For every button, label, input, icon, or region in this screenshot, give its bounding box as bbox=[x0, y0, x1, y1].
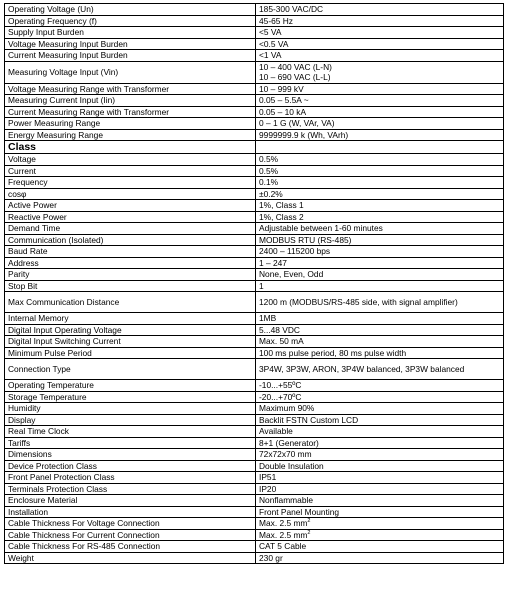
spec-label: Current bbox=[5, 165, 256, 177]
spec-label: Parity bbox=[5, 269, 256, 281]
spec-value bbox=[256, 472, 504, 484]
spec-label: Front Panel Protection Class bbox=[5, 472, 256, 484]
spec-label: Weight bbox=[5, 552, 256, 564]
table-row bbox=[5, 414, 504, 426]
spec-label: Current Measuring Input Burden bbox=[5, 50, 256, 62]
spec-label: Operating Voltage (Un) bbox=[5, 4, 256, 16]
table-row bbox=[5, 380, 504, 392]
spec-label: Energy Measuring Range bbox=[5, 129, 256, 141]
spec-value bbox=[256, 495, 504, 507]
spec-value bbox=[256, 50, 504, 62]
spec-value-text: IP20 bbox=[259, 483, 277, 494]
spec-value-text: 10 – 400 VAC (L-N) bbox=[259, 62, 332, 72]
table-row bbox=[5, 495, 504, 507]
spec-value-text: 3P4W, 3P3W, ARON, 3P4W balanced, 3P3W balanced bbox=[259, 364, 465, 374]
spec-value-text: Max. 2.5 mm bbox=[259, 529, 308, 540]
table-row bbox=[5, 449, 504, 461]
table-row bbox=[5, 83, 504, 95]
table-row bbox=[5, 188, 504, 200]
spec-label: Current Measuring Range with Transformer bbox=[5, 106, 256, 118]
table-row bbox=[5, 518, 504, 530]
table-row bbox=[5, 391, 504, 403]
spec-value bbox=[256, 15, 504, 27]
spec-value-text: 45-65 Hz bbox=[259, 15, 293, 26]
spec-value bbox=[256, 292, 504, 313]
spec-value-text: Max. 50 mA bbox=[259, 336, 304, 347]
spec-label: Operating Temperature bbox=[5, 380, 256, 392]
spec-value bbox=[256, 506, 504, 518]
spec-value-text: 0.5% bbox=[259, 165, 279, 176]
table-row bbox=[5, 27, 504, 39]
spec-label: Power Measuring Range bbox=[5, 118, 256, 130]
spec-label: Address bbox=[5, 257, 256, 269]
spec-value-text: ±0.2% bbox=[259, 188, 283, 199]
table-row bbox=[5, 347, 504, 359]
spec-table bbox=[4, 3, 504, 564]
spec-value-text: 0 – 1 G (W, VAr, VA) bbox=[259, 118, 335, 129]
spec-label: Cable Thickness For Voltage Connection bbox=[5, 518, 256, 530]
spec-label: Cable Thickness For RS-485 Connection bbox=[5, 541, 256, 553]
spec-value-text: <5 VA bbox=[259, 27, 282, 38]
spec-value bbox=[256, 541, 504, 553]
spec-label: Demand Time bbox=[5, 223, 256, 235]
spec-value-text: 10 – 999 kV bbox=[259, 83, 304, 94]
table-row bbox=[5, 552, 504, 564]
spec-label: Terminals Protection Class bbox=[5, 483, 256, 495]
spec-value bbox=[256, 4, 504, 16]
spec-label: Real Time Clock bbox=[5, 426, 256, 438]
superscript: 2 bbox=[307, 529, 311, 536]
spec-label: Minimum Pulse Period bbox=[5, 347, 256, 359]
spec-label: Voltage Measuring Input Burden bbox=[5, 38, 256, 50]
spec-value-text: 0.05 – 10 kA bbox=[259, 106, 307, 117]
table-row bbox=[5, 529, 504, 541]
spec-value bbox=[256, 336, 504, 348]
spec-label: Stop Bit bbox=[5, 280, 256, 292]
spec-value bbox=[256, 177, 504, 189]
spec-value bbox=[256, 61, 504, 83]
spec-value bbox=[256, 188, 504, 200]
spec-label: Supply Input Burden bbox=[5, 27, 256, 39]
spec-label: Voltage bbox=[5, 154, 256, 166]
spec-label: Frequency bbox=[5, 177, 256, 189]
spec-value-text: 72x72x70 mm bbox=[259, 449, 312, 460]
spec-value-text: Nonflammable bbox=[259, 495, 313, 506]
table-row bbox=[5, 223, 504, 235]
spec-value-text: 9999999.9 k (Wh, VArh) bbox=[259, 129, 349, 140]
spec-value-text: Max. 2.5 mm bbox=[259, 518, 308, 529]
superscript: 2 bbox=[307, 518, 311, 525]
spec-value-text: -10...+55ºC bbox=[259, 380, 302, 391]
spec-value bbox=[256, 518, 504, 530]
spec-value bbox=[256, 211, 504, 223]
table-row bbox=[5, 403, 504, 415]
spec-value bbox=[256, 347, 504, 359]
spec-value bbox=[256, 106, 504, 118]
table-row bbox=[5, 50, 504, 62]
spec-value-line2: 10 – 690 VAC (L-L) bbox=[259, 72, 331, 82]
spec-value bbox=[256, 313, 504, 325]
spec-label: cosφ bbox=[5, 188, 256, 200]
spec-value-text: MODBUS RTU (RS-485) bbox=[259, 234, 352, 245]
spec-value bbox=[256, 83, 504, 95]
spec-label: Measuring Current Input (Iin) bbox=[5, 95, 256, 107]
table-row bbox=[5, 15, 504, 27]
spec-label: Dimensions bbox=[5, 449, 256, 461]
table-row bbox=[5, 246, 504, 258]
table-row bbox=[5, 177, 504, 189]
table-row bbox=[5, 280, 504, 292]
table-row bbox=[5, 359, 504, 380]
spec-label: Display bbox=[5, 414, 256, 426]
spec-value bbox=[256, 118, 504, 130]
table-row bbox=[5, 200, 504, 212]
table-row bbox=[5, 541, 504, 553]
table-row bbox=[5, 506, 504, 518]
spec-label: Digital Input Switching Current bbox=[5, 336, 256, 348]
spec-value-text: 1%, Class 1 bbox=[259, 200, 304, 211]
spec-value bbox=[256, 38, 504, 50]
spec-label: Digital Input Operating Voltage bbox=[5, 324, 256, 336]
spec-value-text: IP51 bbox=[259, 472, 277, 483]
spec-label: Cable Thickness For Current Connection bbox=[5, 529, 256, 541]
spec-table-body bbox=[5, 4, 504, 564]
spec-value bbox=[256, 257, 504, 269]
spec-value bbox=[256, 380, 504, 392]
table-row bbox=[5, 38, 504, 50]
spec-label: Communication (Isolated) bbox=[5, 234, 256, 246]
spec-value bbox=[256, 280, 504, 292]
spec-value bbox=[256, 449, 504, 461]
spec-label: Baud Rate bbox=[5, 246, 256, 258]
spec-label: Tariffs bbox=[5, 437, 256, 449]
spec-value-text: 8+1 (Generator) bbox=[259, 437, 319, 448]
table-row bbox=[5, 95, 504, 107]
spec-label: Enclosure Material bbox=[5, 495, 256, 507]
spec-value-text: <1 VA bbox=[259, 50, 282, 61]
spec-value-text: 1200 m (MODBUS/RS-485 side, with signal amplifier) bbox=[259, 297, 458, 307]
table-row bbox=[5, 426, 504, 438]
spec-value bbox=[256, 223, 504, 235]
spec-value-text: Maximum 90% bbox=[259, 403, 315, 414]
table-row bbox=[5, 336, 504, 348]
spec-value-text: 1 – 247 bbox=[259, 257, 287, 268]
spec-value-text: 100 ms pulse period, 80 ms pulse width bbox=[259, 347, 407, 358]
table-row bbox=[5, 437, 504, 449]
spec-value bbox=[256, 359, 504, 380]
table-row bbox=[5, 165, 504, 177]
spec-value-text: Double Insulation bbox=[259, 460, 324, 471]
spec-value bbox=[256, 552, 504, 564]
table-row bbox=[5, 460, 504, 472]
table-row bbox=[5, 292, 504, 313]
spec-value bbox=[256, 95, 504, 107]
spec-value-text: 0.05 – 5.5A ~ bbox=[259, 95, 309, 106]
table-row bbox=[5, 61, 504, 83]
spec-value bbox=[256, 324, 504, 336]
spec-label: Device Protection Class bbox=[5, 460, 256, 472]
table-row bbox=[5, 257, 504, 269]
spec-label: Connection Type bbox=[5, 359, 256, 380]
spec-value bbox=[256, 234, 504, 246]
spec-value-text: 0.1% bbox=[259, 177, 279, 188]
spec-value bbox=[256, 414, 504, 426]
spec-label: Measuring Voltage Input (Vin) bbox=[5, 61, 256, 83]
table-row bbox=[5, 106, 504, 118]
spec-value bbox=[256, 27, 504, 39]
spec-label: Operating Frequency (f) bbox=[5, 15, 256, 27]
table-row bbox=[5, 313, 504, 325]
spec-label: Humidity bbox=[5, 403, 256, 415]
spec-label: Class bbox=[5, 141, 256, 154]
spec-label: Reactive Power bbox=[5, 211, 256, 223]
spec-value bbox=[256, 200, 504, 212]
spec-value-text: Adjustable between 1-60 minutes bbox=[259, 223, 383, 234]
spec-value bbox=[256, 529, 504, 541]
table-row bbox=[5, 141, 504, 154]
spec-value-text: 185-300 VAC/DC bbox=[259, 4, 324, 15]
table-row bbox=[5, 472, 504, 484]
spec-label: Voltage Measuring Range with Transformer bbox=[5, 83, 256, 95]
spec-value-text: 5...48 VDC bbox=[259, 324, 300, 335]
table-row bbox=[5, 324, 504, 336]
spec-value bbox=[256, 246, 504, 258]
spec-value bbox=[256, 129, 504, 141]
table-row bbox=[5, 234, 504, 246]
spec-value-text: 1%, Class 2 bbox=[259, 211, 304, 222]
table-row bbox=[5, 211, 504, 223]
spec-value bbox=[256, 426, 504, 438]
spec-value bbox=[256, 165, 504, 177]
table-row bbox=[5, 118, 504, 130]
spec-value-text: 230 gr bbox=[259, 552, 283, 563]
spec-value-text: <0.5 VA bbox=[259, 38, 289, 49]
spec-label: Installation bbox=[5, 506, 256, 518]
spec-value bbox=[256, 391, 504, 403]
table-row bbox=[5, 269, 504, 281]
spec-value-text: 2400 – 115200 bps bbox=[259, 246, 331, 257]
spec-value-text: None, Even, Odd bbox=[259, 269, 324, 280]
table-row bbox=[5, 154, 504, 166]
spec-value bbox=[256, 483, 504, 495]
spec-value-text: Front Panel Mounting bbox=[259, 506, 340, 517]
spec-value-text: Backlit FSTN Custom LCD bbox=[259, 414, 359, 425]
spec-value-text: Available bbox=[259, 426, 293, 437]
spec-label: Active Power bbox=[5, 200, 256, 212]
spec-value bbox=[256, 154, 504, 166]
spec-label: Internal Memory bbox=[5, 313, 256, 325]
spec-value-text: 1MB bbox=[259, 313, 277, 324]
spec-value bbox=[256, 403, 504, 415]
spec-value-text: -20...+70ºC bbox=[259, 391, 302, 402]
spec-value bbox=[256, 269, 504, 281]
table-row bbox=[5, 483, 504, 495]
spec-value-text: CAT 5 Cable bbox=[259, 541, 307, 552]
spec-value bbox=[256, 437, 504, 449]
spec-label: Storage Temperature bbox=[5, 391, 256, 403]
spec-value bbox=[256, 141, 504, 154]
spec-label: Max Communication Distance bbox=[5, 292, 256, 313]
table-row bbox=[5, 129, 504, 141]
spec-value-text: 1 bbox=[259, 280, 264, 291]
table-row bbox=[5, 4, 504, 16]
spec-value bbox=[256, 460, 504, 472]
spec-value-text: 0.5% bbox=[259, 154, 279, 165]
